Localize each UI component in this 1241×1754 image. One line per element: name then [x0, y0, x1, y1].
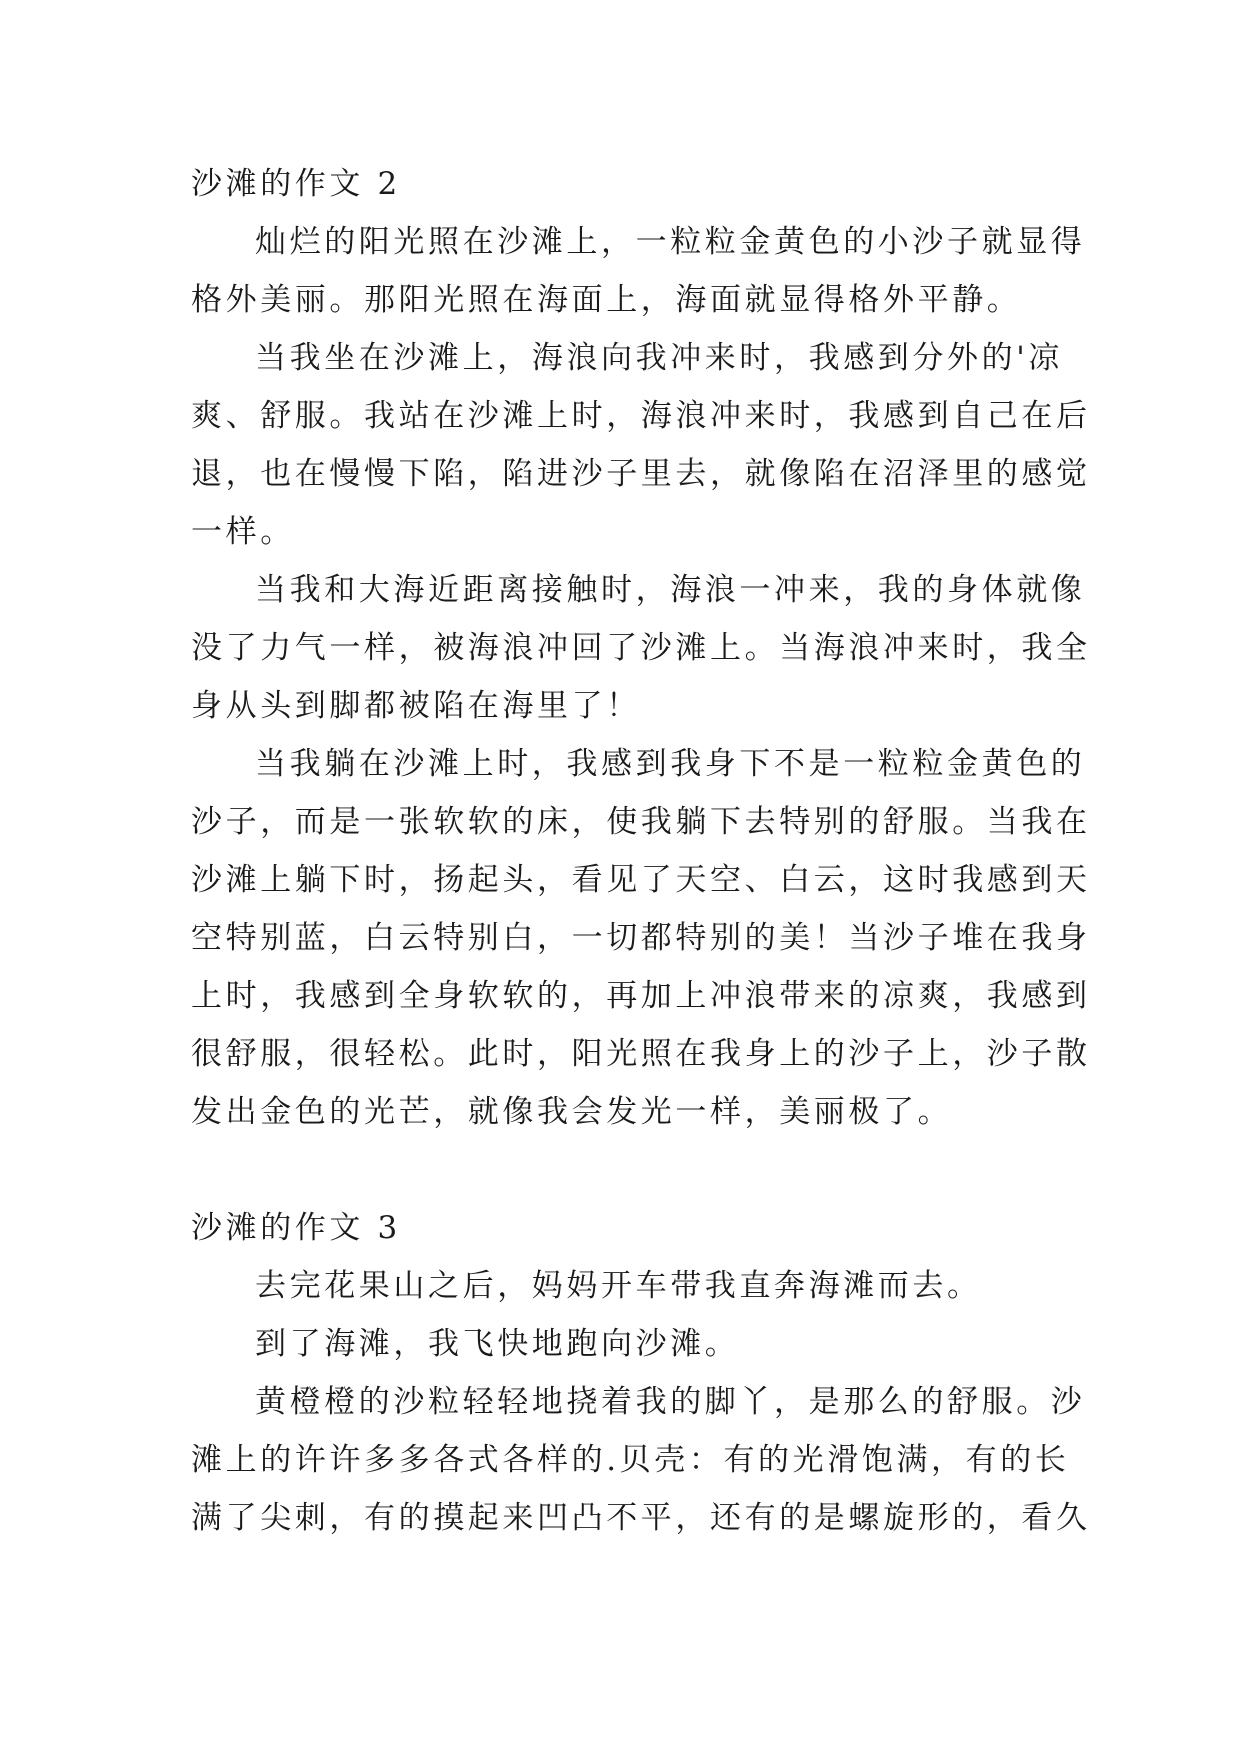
- paragraph-line: 到了海滩，我飞快地跑向沙滩。: [255, 1326, 740, 1362]
- section-heading: 沙滩的作文 3: [191, 1210, 401, 1246]
- paragraph-line: 当我和大海近距离接触时，海浪一冲来，我的身体就像: [255, 572, 1086, 608]
- paragraph-line: 爽、舒服。我站在沙滩上时，海浪冲来时，我感到自己在后: [191, 398, 1091, 434]
- paragraph-line: 退，也在慢慢下陷，陷进沙子里去，就像陷在沼泽里的感觉: [191, 456, 1091, 492]
- paragraph-line: 身从头到脚都被陷在海里了！: [191, 688, 641, 724]
- paragraph-line: 没了力气一样，被海浪冲回了沙滩上。当海浪冲来时，我全: [191, 630, 1091, 666]
- paragraph-line: 黄橙橙的沙粒轻轻地挠着我的脚丫，是那么的舒服。沙: [255, 1384, 1086, 1420]
- paragraph-line: 当我躺在沙滩上时，我感到我身下不是一粒粒金黄色的: [255, 746, 1086, 782]
- paragraph-line: 发出金色的光芒，就像我会发光一样，美丽极了。: [191, 1094, 953, 1130]
- paragraph-line: 去完花果山之后，妈妈开车带我直奔海滩而去。: [255, 1268, 982, 1304]
- paragraph-line: 上时，我感到全身软软的，再加上冲浪带来的凉爽，我感到: [191, 978, 1091, 1014]
- paragraph-line: 格外美丽。那阳光照在海面上，海面就显得格外平静。: [191, 282, 1022, 318]
- paragraph-line: 很舒服，很轻松。此时，阳光照在我身上的沙子上，沙子散: [191, 1036, 1091, 1072]
- paragraph-line: 沙滩上躺下时，扬起头，看见了天空、白云，这时我感到天: [191, 862, 1091, 898]
- section-heading: 沙滩的作文 2: [191, 166, 401, 202]
- paragraph-line: 沙子，而是一张软软的床，使我躺下去特别的舒服。当我在: [191, 804, 1091, 840]
- paragraph-line: 滩上的许许多多各式各样的.贝壳：有的光滑饱满，有的长: [191, 1442, 1070, 1478]
- paragraph-line: 当我坐在沙滩上，海浪向我冲来时，我感到分外的'凉: [255, 340, 1063, 376]
- paragraph-line: 满了尖刺，有的摸起来凹凸不平，还有的是螺旋形的，看久: [191, 1500, 1091, 1536]
- paragraph-line: 空特别蓝，白云特别白，一切都特别的美！当沙子堆在我身: [191, 920, 1091, 956]
- paragraph-line: 灿烂的阳光照在沙滩上，一粒粒金黄色的小沙子就显得: [255, 224, 1086, 260]
- paragraph-line: 一样。: [191, 514, 295, 550]
